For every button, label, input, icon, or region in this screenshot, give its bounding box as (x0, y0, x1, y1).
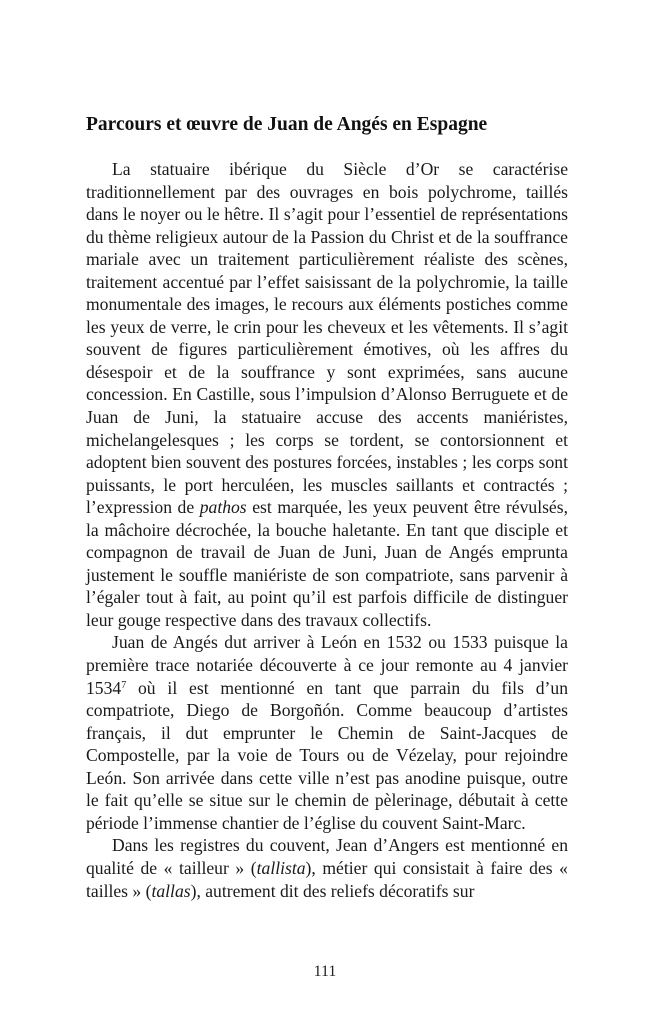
text-run: ), autrement dit des reliefs décoratifs sur (190, 880, 475, 901)
italic-text: pathos (199, 497, 247, 518)
text-run: La statuaire ibérique du Siècle d’Or se caractérise traditionnellement par des ouvrages en bois polychrome, taillés dans le noyer ou le hêtre. Il s’agit pour l’essentiel de représentations du thème religieux autour de la Passion du Christ et de la souffrance mariale avec un traitement particulièrement réaliste des scènes, traitement accentué par l’effet saisissant de la polychromie, la taille monumentale des images, le recours aux éléments postiches comme les yeux de verre, le crin pour les cheveux et les vêtements. Il s’agit souvent de figures particulièrement émotives, où les affres du désespoir et de la souffrance y sont exprimées, sans aucune concession. En Castille, sous l’impulsion d’Alonso Berruguete et de Juan de Juni, la statuaire accuse des accents maniéristes, michelangelesques ; les corps se tordent, se contorsionnent et adoptent bien souvent des postures forcées, instables ; les corps sont puissants, le port herculéen, les muscles saillants et contractés ; l’expression de (86, 159, 568, 518)
text-run: Juan de Angés dut arriver à León en 1532 ou 1533 puisque la première trace notariée découverte à ce jour remonte au 4 janvier 1534 (86, 632, 568, 698)
paragraph (86, 631, 568, 834)
page-body (86, 112, 568, 902)
footnote-ref: 7 (121, 679, 127, 691)
paragraph (86, 834, 568, 902)
section-title: Parcours et œuvre de Juan de Angés en Espagne (86, 114, 488, 135)
text-run: ), métier qui consistait à faire des « tailles » ( (86, 857, 568, 901)
text-run: où il est mentionné en tant que parrain du fils d’un compatriote, Diego de Borgoñón. Comme beaucoup d’artistes français, il dut emprunter le Chemin de Saint-Jacques de Compostelle, par la voie de Tours ou de Vézelay, pour rejoindre León. Son arrivée dans cette ville n’est pas anodine puisque, outre le fait qu’elle se situe sur le chemin de pèlerinage, débutait à cette période l’immense chantier de l’église du couvent Saint-Marc. (86, 677, 568, 833)
text-run: Dans les registres du couvent, Jean d’Angers est mentionné en qualité de « tailleur » ( (86, 835, 568, 878)
paragraph (86, 158, 568, 631)
italic-text: tallas (151, 880, 191, 901)
body-text (86, 158, 568, 902)
page-number: 111 (313, 963, 337, 980)
italic-text: tallista (256, 857, 306, 878)
text-run: est marquée, les yeux peuvent être révulsés, la mâchoire décrochée, la bouche haletante. En tant que disciple et compagnon de travail de Juan de Juni, Juan de Angés emprunta justement le souffle maniériste de son compatriote, sans parvenir à l’égaler tout à fait, au point qu’il est parfois difficile de distinguer leur gouge respective dans des travaux collectifs. (86, 497, 568, 630)
